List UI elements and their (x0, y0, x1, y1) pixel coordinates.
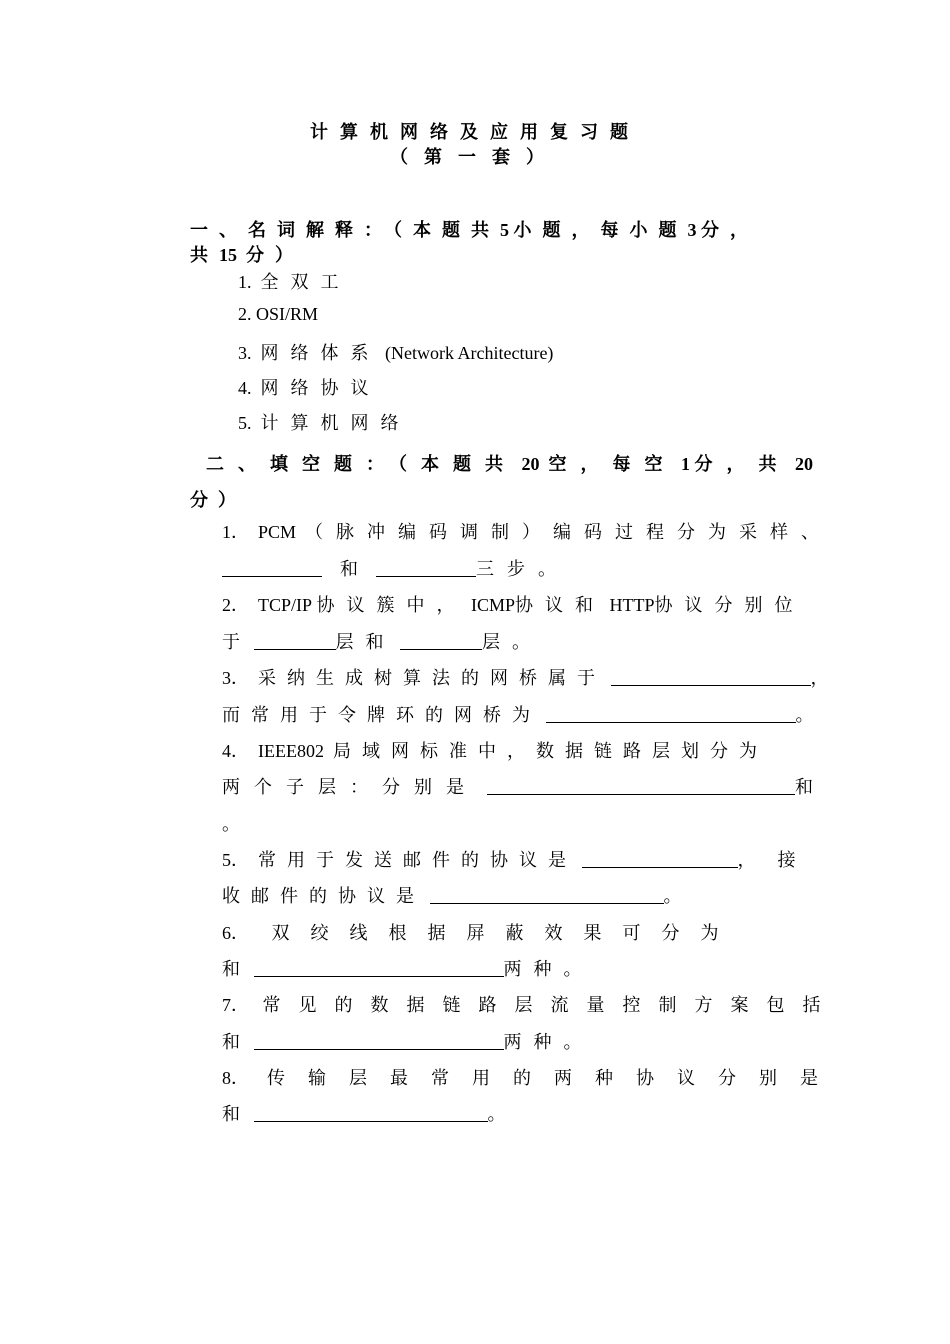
q3-blank-2[interactable] (546, 704, 796, 723)
doc-subtitle: （第一套） (390, 147, 560, 167)
question-1-line2: 和 三步。 (222, 555, 569, 581)
q4-blank-1[interactable] (487, 776, 795, 795)
question-6: 6． 双绞线根据屏蔽效果可分为 (222, 923, 740, 943)
q2-blank-2[interactable] (400, 631, 482, 650)
q8-blank-1[interactable] (254, 1103, 488, 1122)
term-item-5: 5. 计算机网络 (238, 413, 411, 433)
question-4: 4． IEEE802 局域网标准中，数据链路层划分为 (222, 741, 768, 761)
q2-blank-1[interactable] (254, 631, 336, 650)
term-item-1: 1. 全双工 (238, 272, 351, 292)
q1-blank-1[interactable] (222, 558, 322, 577)
doc-title: 计算机网络及应用复习题 (310, 122, 640, 142)
question-4-line3: 。 (222, 814, 240, 834)
q3-blank-1[interactable] (611, 667, 811, 686)
q6-blank-1[interactable] (254, 958, 504, 977)
term-item-2: 2. OSI/RM (238, 304, 319, 324)
term-item-4: 4. 网络协议 (238, 378, 381, 398)
section1-heading: 一、名词解释：（本题共5 小题，每小题3 分， 共15 分） (190, 220, 759, 265)
question-7-line2: 和 两种。 (222, 1032, 594, 1052)
question-6-line2: 和 两种。 (222, 959, 594, 979)
question-7: 7． 常见的数据链路层流量控制方案包括 (222, 995, 839, 1015)
q5-blank-1[interactable] (582, 849, 738, 868)
q1-blank-2[interactable] (376, 558, 476, 577)
question-3-line2: 而常用于令牌环的网桥为 。 (222, 705, 814, 725)
question-8: 8． 传输层最常用的两种协议分别是 (222, 1068, 841, 1088)
question-2: 2． TCP/IP 协议簇中， ICMP协议和 HTTP协议分别位 (222, 595, 805, 615)
question-1: 1． PCM （脉冲编码调制）编码过程分为采样、 (222, 522, 833, 542)
q7-blank-1[interactable] (254, 1031, 504, 1050)
q5-blank-2[interactable] (430, 885, 664, 904)
question-3: 3． 采纳生成树算法的网桥属于 ， (222, 668, 829, 688)
question-8-line2: 和 。 (222, 1104, 506, 1124)
question-5-line2: 收邮件的协议是 。 (222, 886, 682, 906)
term-item-3: 3. 网络体系 (Network Architecture) (238, 343, 554, 363)
question-4-line2: 两个子层：分别是 和 (222, 777, 813, 797)
section2-heading: 二、填空题：（本题共 20 空，每空 1 分，共 20 分） (190, 454, 813, 510)
question-2-line2: 于 层和 层。 (222, 632, 542, 652)
question-5: 5． 常用于发送邮件的协议是 ，接 (222, 850, 818, 870)
